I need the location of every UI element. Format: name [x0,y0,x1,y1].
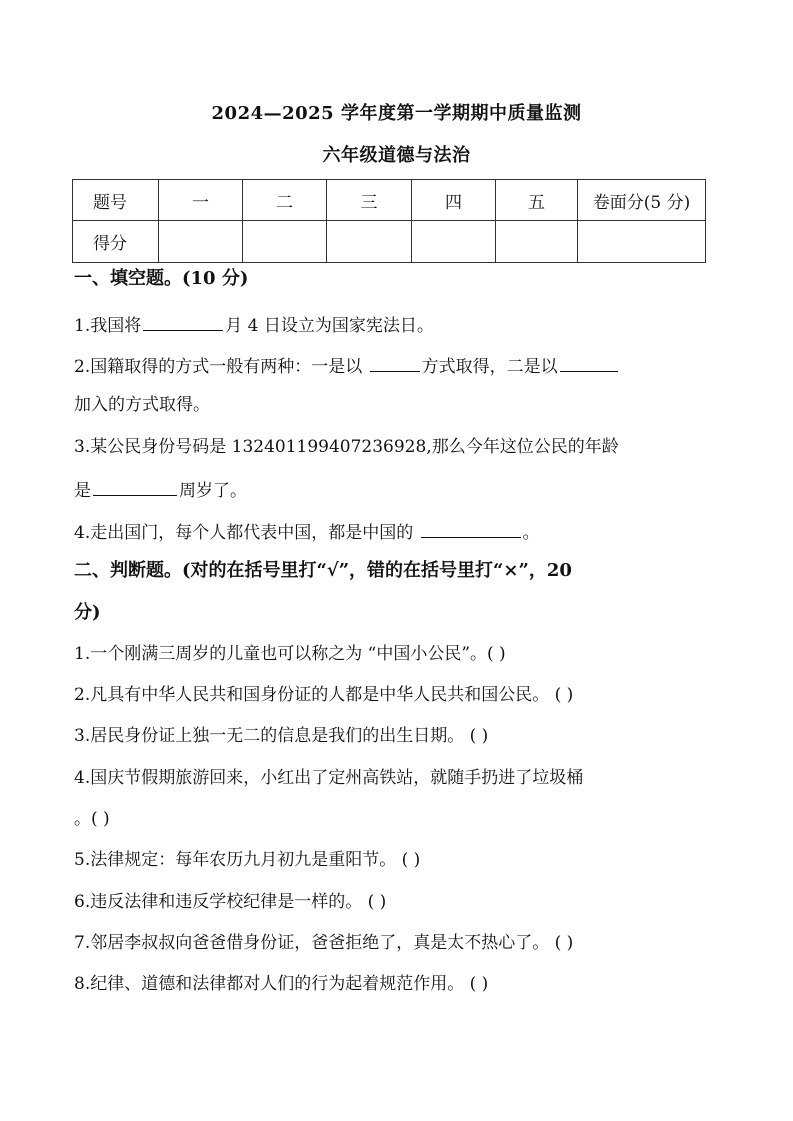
q2-blank-1[interactable] [370,353,420,372]
score-table [72,179,706,263]
score-cell-1[interactable] [159,221,243,263]
score-header-3: 三 [327,180,412,221]
score-header-neatness: 卷面分(5 分) [578,180,706,221]
q2-blank-2[interactable] [560,353,618,372]
fill-question-2 [74,353,620,378]
q2-text-middle: 方式取得，二是以 [421,357,558,377]
score-table-header-row [73,180,706,221]
judge-item-1: 1.一个刚满三周岁的儿童也可以称之为 “中国小公民”。( ) [74,644,506,664]
score-cell-3[interactable] [327,221,412,263]
q3-text-before: 是 [74,481,91,501]
exam-subtitle: 六年级道德与法治 [322,145,471,166]
score-cell-2[interactable] [243,221,327,263]
q4-text-after: 。 [522,523,540,543]
score-cell-neatness[interactable] [578,221,706,263]
q1-text-after: 月 4 日设立为国家宪法日。 [225,316,434,336]
judge-item-7: 7.邻居李叔叔向爸爸借身份证，爸爸拒绝了，真是太不热心了。 ( ) [74,933,574,953]
q3-blank[interactable] [93,477,177,496]
score-table-score-row [73,221,706,263]
q3-text-after: 周岁了。 [179,481,247,501]
fill-question-4 [74,519,540,544]
fill-question-3: 3.某公民身份号码是 132401199407236928,那么今年这位公民的年龄 [74,437,619,457]
fill-question-3-cont [74,477,247,502]
q4-blank[interactable] [421,519,521,538]
score-header-label: 题号 [73,180,159,221]
q2-text-before: 2.国籍取得的方式一般有两种：一是以 [74,357,368,377]
score-header-2: 二 [243,180,327,221]
q4-text-before: 4.走出国门，每个人都代表中国，都是中国的 [74,523,419,543]
q1-blank[interactable] [143,312,223,331]
fill-question-2-cont: 加入的方式取得。 [74,395,210,415]
score-cell-5[interactable] [496,221,578,263]
judge-item-2: 2.凡具有中华人民共和国身份证的人都是中华人民共和国公民。 ( ) [74,685,574,705]
judge-item-6: 6.违反法律和违反学校纪律是一样的。 ( ) [74,892,387,912]
score-header-5: 五 [496,180,578,221]
exam-title: 2024—2025 学年度第一学期期中质量监测 [211,103,582,124]
section2-heading: 二、判断题。(对的在括号里打“√”，错的在括号里打“×”，20 [74,560,572,581]
section1-heading: 一、填空题。(10 分) [74,268,249,289]
score-cell-4[interactable] [412,221,496,263]
fill-question-1 [74,312,434,337]
judge-item-4: 4.国庆节假期旅游回来，小红出了定州高铁站，就随手扔进了垃圾桶 [74,768,584,788]
score-header-4: 四 [412,180,496,221]
q1-text-before: 1.我国将 [74,316,142,336]
score-header-1: 一 [159,180,243,221]
score-row-label: 得分 [73,221,159,263]
judge-item-8: 8.纪律、道德和法律都对人们的行为起着规范作用。 ( ) [74,974,489,994]
judge-item-5: 5.法律规定：每年农历九月初九是重阳节。 ( ) [74,850,421,870]
judge-item-4-cont: 。( ) [74,809,110,829]
section2-heading-cont: 分) [74,602,101,623]
judge-item-3: 3.居民身份证上独一无二的信息是我们的出生日期。 ( ) [74,726,489,746]
